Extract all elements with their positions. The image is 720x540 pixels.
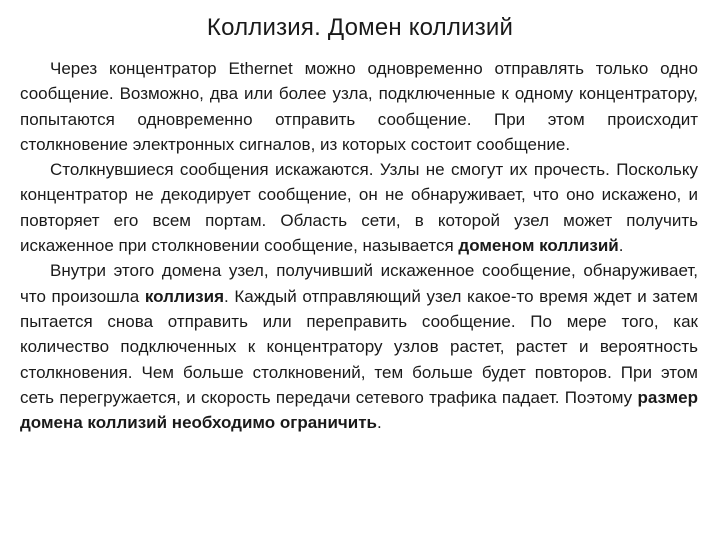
term-collision-domain: доменом коллизий (458, 236, 619, 256)
paragraph-2-text: Столкнувшиеся сообщения искажаются. Узлы не смогут их прочесть. Поскольку концентратор не декодирует сообщение, он не обнаруживает, что оно искажено, и повторяет его всем портам. Область сети, в которой узел может получить искаженное при столкновении сообщение, называется (20, 160, 698, 256)
slide-title: Коллизия. Домен коллизий (206, 14, 514, 41)
paragraph-1-text: Через концентратор Ethernet можно одновременно отправлять только одно сообщение. Возможно, два или более узла, подключенные к одному концентратору, попытаются одновременно отправить сообщение. При этом происходит столкновение электронных сигналов, из которых состоит сообщение. (20, 59, 698, 154)
paragraph-3 (20, 258, 698, 435)
conclusion-bold: размер домена коллизий необходимо ограничить (20, 387, 698, 433)
slide-body (20, 56, 698, 435)
paragraph-2 (20, 157, 698, 258)
paragraph-2-end: . (618, 236, 624, 256)
paragraph-3-middle: . Каждый отправляющий узел какое-то время ждет и затем пытается снова отправить или переправить сообщение. По мере того, как количество подключенных к концентратору узлов растет, растет и вероятность столкновения. Чем больше столкновений, тем больше будет повторов. При этом сеть перегружается, и скорость передачи сетевого трафика падает. Поэтому (20, 286, 698, 407)
term-collision: коллизия (144, 286, 224, 306)
paragraph-1 (20, 56, 698, 157)
paragraph-3-text: Внутри этого домена узел, получивший искаженное сообщение, обнаруживает, что произошла (20, 261, 698, 306)
paragraph-3-end: . (377, 413, 382, 433)
